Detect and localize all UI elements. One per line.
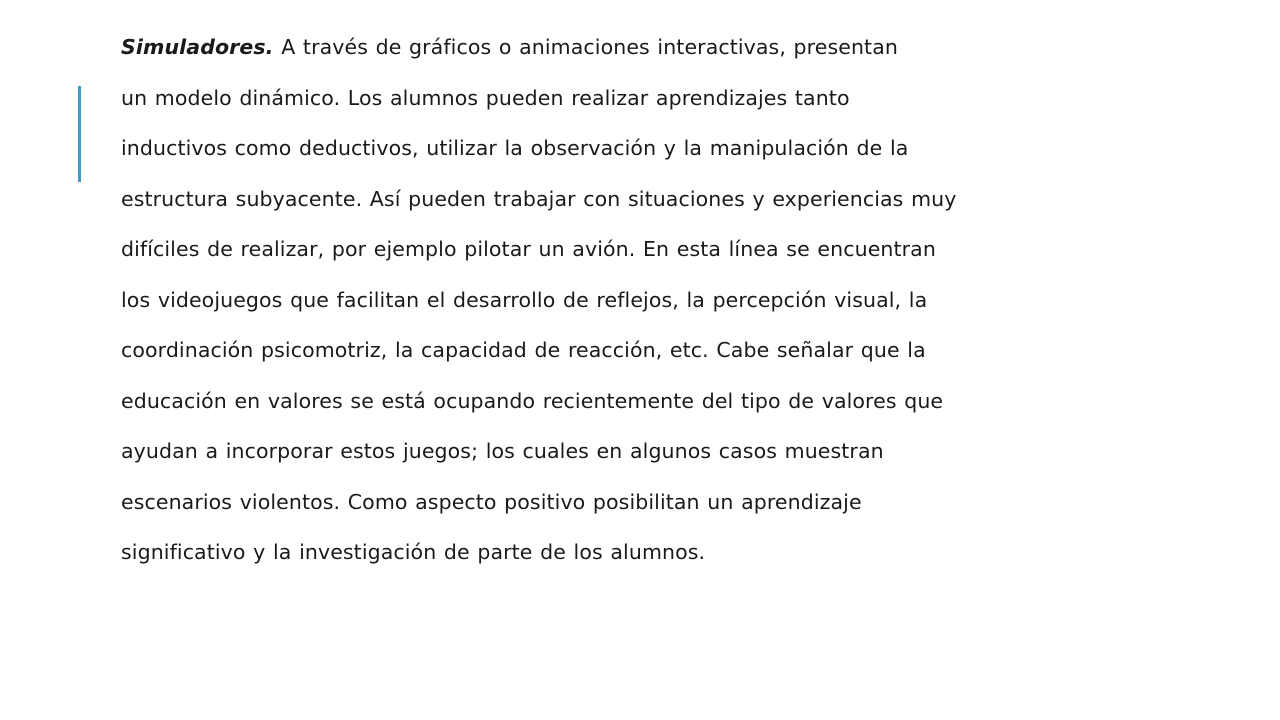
paragraph-text: A través de gráficos o animaciones interactivas, presentan un modelo dinámico. Los alumnos pueden realizar aprendizajes tanto inductivos como deductivos, utilizar la observación y la manipulación de la estructura subyacente. Así pueden trabajar con situaciones y experiencias muy difíciles de realizar, por ejemplo pilotar un avión. En esta línea se encuentran los videojuegos que facilitan el desarrollo de reflejos, la percepción visual, la coordinación psicomotriz, la capacidad de reacción, etc. Cabe señalar que la educación en valores se está ocupando recientemente del tipo de valores que ayudan a incorporar estos juegos; los cuales en algunos casos muestran escenarios violentos. Como aspecto positivo posibilitan un aprendizaje significativo y la investigación de parte de los alumnos. (121, 35, 957, 564)
body-paragraph (121, 22, 1051, 578)
accent-bar (78, 86, 81, 182)
lead-term: Simuladores. (121, 35, 274, 59)
